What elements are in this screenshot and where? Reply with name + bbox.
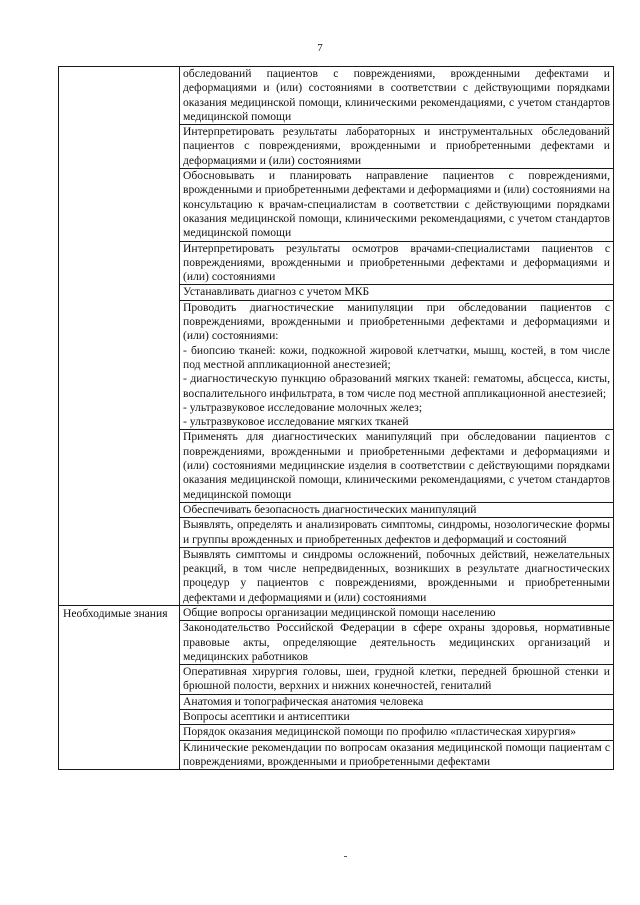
knowledge-row <box>59 605 614 620</box>
skill-item-cell <box>180 125 614 169</box>
knowledge-item-cell <box>180 605 614 620</box>
knowledge-item-text: Оперативная хирургия головы, шеи, грудной клетки, передней брюшной стенки и брюшной полости, верхних и нижних конечностей, гениталий <box>183 665 610 693</box>
knowledge-item-text: Общие вопросы организации медицинской помощи населению <box>183 605 496 619</box>
knowledge-item-text: Анатомия и топографическая анатомия человека <box>183 694 424 708</box>
skill-item-text: Устанавливать диагноз с учетом МКБ <box>183 285 370 299</box>
knowledge-item-cell <box>180 621 614 665</box>
skill-item-cell <box>180 285 614 300</box>
skill-item-text: Интерпретировать результаты осмотров врачами-специалистами пациентов с повреждениями, врожденными и приобретенными дефектами и деформациями и (или) состояниями <box>183 241 610 284</box>
knowledge-item-cell <box>180 725 614 740</box>
skill-item-text: Применять для диагностических манипуляций при обследовании пациентов с повреждениями, врожденными и приобретенными дефектами и деформациями и (или) состояниями медицинские изделия в соответствии с действующими порядками оказания медицинской помощи, клиническими рекомендациями, с учетом стандартов медицинской помощи <box>183 430 610 501</box>
knowledge-item-text: Клинические рекомендации по вопросам оказания медицинской помощи пациентам с повреждениями, врожденными и приобретенными дефектами <box>183 740 610 768</box>
knowledge-item-text: Вопросы асептики и антисептики <box>183 710 350 724</box>
knowledge-item-text: Законодательство Российской Федерации в сфере охраны здоровья, нормативные правовые акты, определяющие деятельность медицинских организаций и медицинских работников <box>183 621 610 663</box>
knowledge-item-cell <box>180 694 614 709</box>
skill-item-cell <box>180 67 614 125</box>
knowledge-item-cell <box>180 740 614 770</box>
skill-item-text: Интерпретировать результаты лабораторных и инструментальных обследований пациентов с повреждениями, врожденными и приобретенными дефектами и деформациями и (или) состояниями <box>183 125 610 167</box>
skills-row <box>59 67 614 125</box>
skill-item-text: Выявлять симптомы и синдромы осложнений, побочных действий, нежелательных реакций, в том числе непредвиденных, возникших в результате диагностических процедур у пациентов с повреждениями, врожденными и приобретенными дефектами и деформациями и (или) состояниями <box>183 547 610 604</box>
skill-item-cell <box>180 518 614 548</box>
page-number: 7 <box>317 42 323 54</box>
skill-item-cell <box>180 430 614 502</box>
skill-item-cell <box>180 300 614 430</box>
skill-item-text: обследований пациентов с повреждениями, врожденными дефектами и деформациями и (или) состояниями в соответствии с действующими порядками оказания медицинской помощи, клиническими рекомендациями, с учетом стандартов медицинской помощи <box>183 67 610 123</box>
skills-label-cell <box>59 67 180 606</box>
skill-item-text: Выявлять, определять и анализировать симптомы, синдромы, нозологические формы и группы врожденных и приобретенных дефектов и деформаций и состояний <box>183 518 610 546</box>
competency-table <box>58 66 614 770</box>
knowledge-item-text: Порядок оказания медицинской помощи по профилю «пластическая хирургия» <box>183 725 577 739</box>
knowledge-label-cell <box>59 605 180 769</box>
skill-item-cell <box>180 502 614 517</box>
table-body <box>59 67 614 770</box>
skill-item-cell <box>180 169 614 241</box>
skill-item-cell <box>180 241 614 285</box>
footer-mark <box>344 856 347 857</box>
knowledge-label: Необходимые знания <box>63 606 168 620</box>
skill-item-text: Обеспечивать безопасность диагностических манипуляций <box>183 502 477 516</box>
knowledge-item-cell <box>180 665 614 695</box>
skill-item-cell <box>180 547 614 605</box>
skill-item-text: Обосновывать и планировать направление пациентов с повреждениями, врожденными и приобретенными дефектами и деформациями и (или) состояниями на консультацию к врачам-специалистам в соответствии с действующими порядками оказания медицинской помощи, клиническими рекомендациями, с учетом стандартов медицинской помощи <box>183 169 610 240</box>
knowledge-item-cell <box>180 710 614 725</box>
skill-item-text: Проводить диагностические манипуляции при обследовании пациентов с повреждениями, врожденными и приобретенными дефектами и деформациями и (или) состояниями: - биопсию тканей: кожи, подкожной жировой клетчатки, мышц, костей, в том числе под местной аппликационной анестезией; - диагностическую пункцию образований мягких тканей: гематомы, абсцесса, кисты, воспалительного инфильтрата, в том числе под местной аппликационной анестезией; - ультразвуковое исследование молочных желез; - ультразвуковое исследование мягких тканей <box>183 300 610 429</box>
